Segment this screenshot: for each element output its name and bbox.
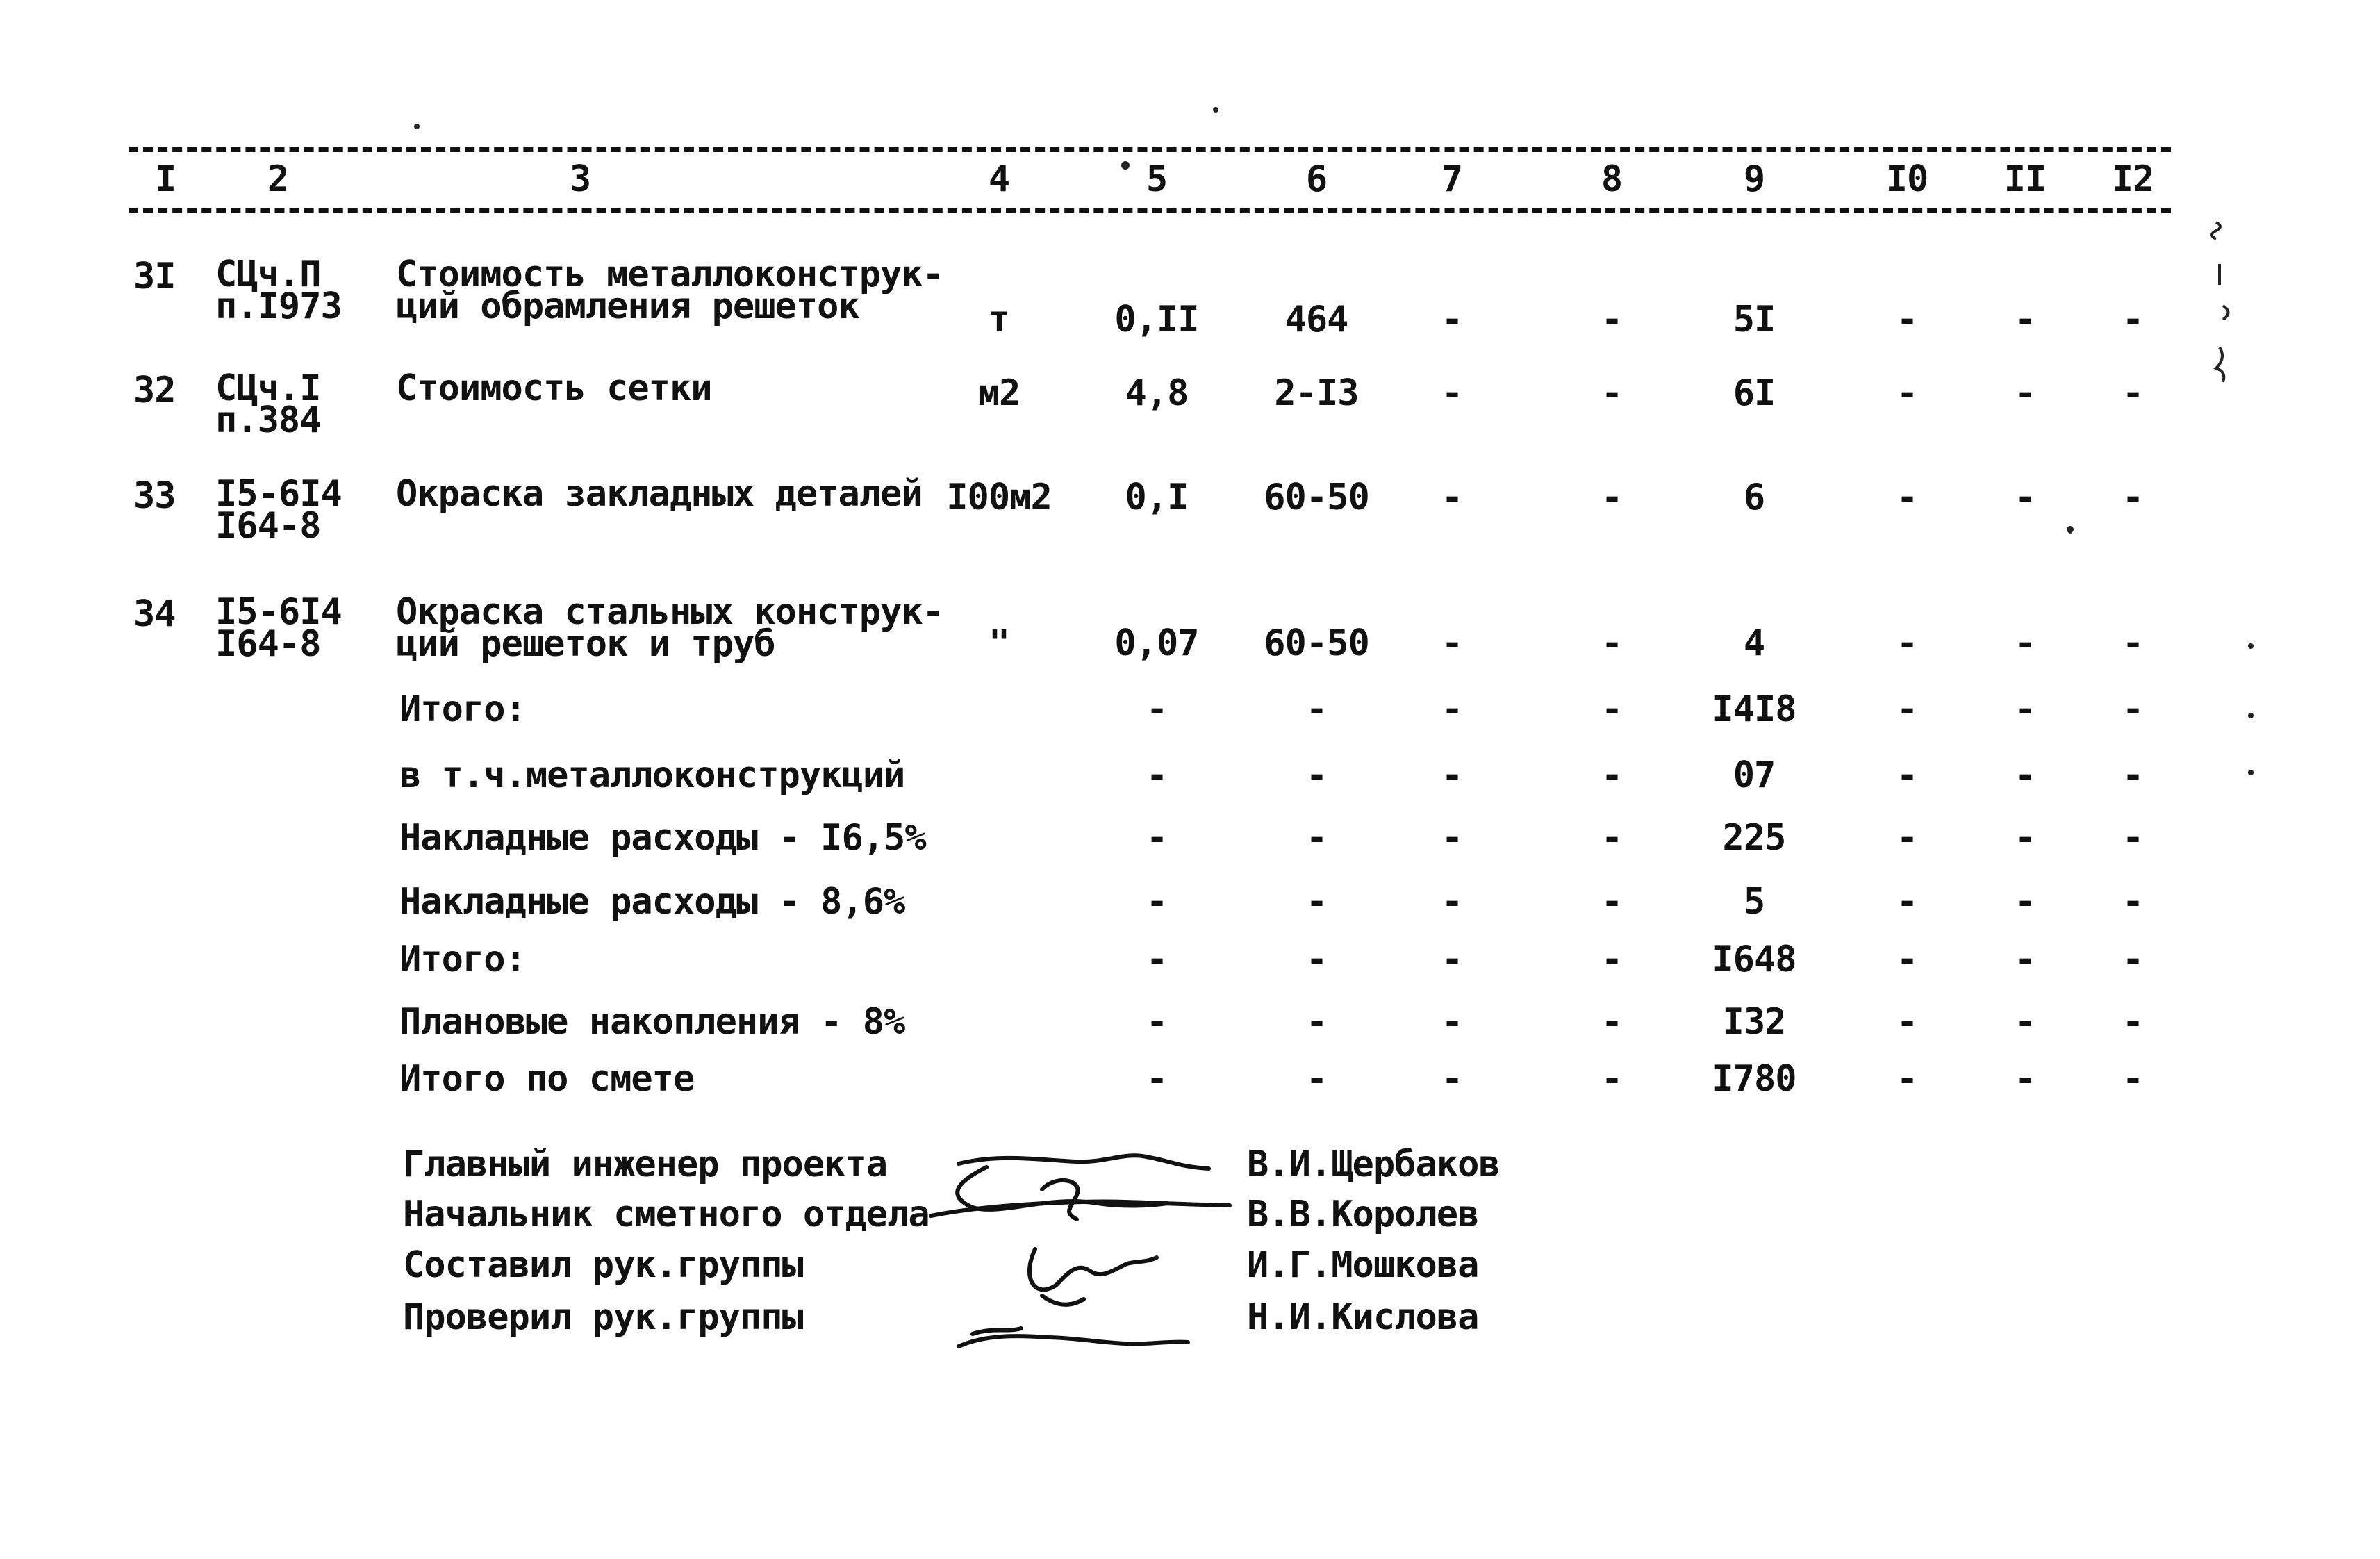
total-dash: -	[1601, 1001, 1623, 1043]
total-col9: 07	[1733, 754, 1776, 796]
column-header-9: 9	[1743, 158, 1765, 200]
row-code: СЦч.I п.384	[215, 368, 321, 441]
total-dash: -	[1441, 688, 1463, 730]
total-col9: 225	[1722, 817, 1786, 859]
total-label: Итого:	[399, 688, 526, 730]
total-dash: -	[1305, 939, 1328, 980]
column-header-4: 4	[988, 158, 1010, 200]
row-col7: -	[1441, 299, 1463, 340]
total-col9: I780	[1712, 1058, 1796, 1100]
column-header-2: 2	[267, 158, 289, 200]
total-dash: -	[1441, 1058, 1463, 1100]
total-dash: -	[2122, 939, 2144, 980]
column-header-6: 6	[1305, 158, 1328, 200]
total-dash: -	[1441, 1001, 1463, 1043]
total-dash: -	[1305, 1001, 1328, 1043]
total-dash: -	[2014, 1058, 2036, 1100]
column-header-11: II	[2003, 158, 2047, 200]
row-col12: -	[2122, 622, 2144, 664]
row-description: Стоимость металлоконструк- ций обрамления решеток	[396, 254, 943, 327]
row-unit: "	[988, 622, 1010, 664]
total-dash: -	[1305, 754, 1328, 796]
row-col9: 5I	[1733, 299, 1776, 340]
row-col5: 4,8	[1125, 372, 1189, 414]
total-dash: -	[1601, 688, 1623, 730]
total-dash: -	[1896, 1001, 1918, 1043]
row-col9: 4	[1743, 622, 1765, 664]
row-number: 32	[133, 370, 176, 411]
total-dash: -	[1601, 1058, 1623, 1100]
signature-name: Н.И.Кислова	[1247, 1296, 1479, 1338]
signature-name: И.Г.Мошкова	[1247, 1244, 1479, 1286]
row-unit: м2	[977, 372, 1020, 414]
total-dash: -	[2122, 754, 2144, 796]
total-dash: -	[1441, 817, 1463, 859]
total-dash: -	[1441, 939, 1463, 980]
total-col9: I32	[1722, 1001, 1786, 1043]
row-col5: 0,07	[1114, 622, 1199, 664]
total-col9: I4I8	[1712, 688, 1796, 730]
signature-role: Составил рук.группы	[403, 1244, 803, 1286]
total-dash: -	[1146, 817, 1168, 859]
column-header-7: 7	[1441, 158, 1463, 200]
total-dash: -	[1146, 1058, 1168, 1100]
row-unit: I00м2	[946, 477, 1052, 518]
row-unit: т	[988, 299, 1010, 340]
total-dash: -	[1896, 939, 1918, 980]
row-col7: -	[1441, 477, 1463, 518]
signature-name: В.И.Щербаков	[1247, 1144, 1500, 1185]
row-col10: -	[1896, 477, 1918, 518]
signature-role: Главный инженер проекта	[403, 1144, 888, 1185]
total-dash: -	[1305, 881, 1328, 923]
total-label: Плановые накопления - 8%	[399, 1001, 905, 1043]
row-col11: -	[2014, 372, 2036, 414]
total-dash: -	[1441, 881, 1463, 923]
total-dash: -	[1146, 754, 1168, 796]
column-header-5: 5	[1146, 158, 1168, 200]
total-dash: -	[1601, 754, 1623, 796]
row-description: Стоимость сетки	[396, 368, 712, 409]
total-dash: -	[2014, 817, 2036, 859]
total-label: в т.ч.металлоконструкций	[399, 754, 905, 796]
row-description: Окраска закладных деталей	[396, 473, 923, 515]
row-code: I5-6I4 I64-8	[215, 473, 342, 547]
total-dash: -	[1601, 881, 1623, 923]
column-header-3: 3	[569, 158, 591, 200]
row-col5: 0,I	[1125, 477, 1189, 518]
total-dash: -	[1896, 1058, 1918, 1100]
signature-role: Проверил рук.группы	[403, 1296, 803, 1338]
row-col12: -	[2122, 372, 2144, 414]
row-col6: 464	[1284, 299, 1348, 340]
total-dash: -	[1146, 939, 1168, 980]
total-dash: -	[1896, 881, 1918, 923]
total-dash: -	[2014, 939, 2036, 980]
total-label: Итого по смете	[399, 1058, 695, 1100]
total-dash: -	[1305, 817, 1328, 859]
row-col11: -	[2014, 477, 2036, 518]
total-dash: -	[1896, 754, 1918, 796]
row-col8: -	[1601, 372, 1623, 414]
row-col6: 60-50	[1264, 477, 1369, 518]
total-dash: -	[2014, 754, 2036, 796]
row-number: 33	[133, 475, 176, 517]
total-dash: -	[2014, 1001, 2036, 1043]
total-label: Итого:	[399, 939, 526, 980]
column-header-12: I2	[2111, 158, 2154, 200]
total-dash: -	[2014, 688, 2036, 730]
total-col9: I648	[1712, 939, 1796, 980]
row-col12: -	[2122, 299, 2144, 340]
row-code: I5-6I4 I64-8	[215, 591, 342, 665]
row-col11: -	[2014, 622, 2036, 664]
total-dash: -	[1601, 939, 1623, 980]
row-col9: 6I	[1733, 372, 1776, 414]
row-col8: -	[1601, 477, 1623, 518]
total-label: Накладные расходы - I6,5%	[399, 817, 926, 859]
total-dash: -	[1305, 1058, 1328, 1100]
row-description: Окраска стальных конструк- ций решеток и труб	[396, 591, 943, 665]
row-col11: -	[2014, 299, 2036, 340]
total-dash: -	[2122, 817, 2144, 859]
total-dash: -	[1146, 1001, 1168, 1043]
column-header-1: I	[154, 158, 176, 200]
total-label: Накладные расходы - 8,6%	[399, 881, 905, 923]
total-dash: -	[1146, 688, 1168, 730]
row-col7: -	[1441, 372, 1463, 414]
total-dash: -	[2122, 881, 2144, 923]
row-col10: -	[1896, 622, 1918, 664]
row-col8: -	[1601, 622, 1623, 664]
total-dash: -	[1146, 881, 1168, 923]
total-dash: -	[1441, 754, 1463, 796]
total-dash: -	[1896, 817, 1918, 859]
row-col6: 60-50	[1264, 622, 1369, 664]
total-dash: -	[1896, 688, 1918, 730]
row-col10: -	[1896, 299, 1918, 340]
row-col6: 2-I3	[1274, 372, 1359, 414]
signature-role: Начальник сметного отдела	[403, 1194, 929, 1235]
total-dash: -	[1601, 817, 1623, 859]
row-col5: 0,II	[1114, 299, 1199, 340]
total-dash: -	[1305, 688, 1328, 730]
row-number: 34	[133, 593, 176, 635]
signature-name: В.В.Королев	[1247, 1194, 1479, 1235]
row-col7: -	[1441, 622, 1463, 664]
total-dash: -	[2122, 688, 2144, 730]
row-col12: -	[2122, 477, 2144, 518]
row-col9: 6	[1743, 477, 1765, 518]
column-header-10: I0	[1885, 158, 1928, 200]
total-dash: -	[2122, 1001, 2144, 1043]
total-col9: 5	[1743, 881, 1765, 923]
row-col10: -	[1896, 372, 1918, 414]
total-dash: -	[2014, 881, 2036, 923]
row-code: СЦч.П п.I973	[215, 254, 342, 327]
row-number: 3I	[133, 256, 176, 297]
column-header-8: 8	[1601, 158, 1623, 200]
total-dash: -	[2122, 1058, 2144, 1100]
row-col8: -	[1601, 299, 1623, 340]
